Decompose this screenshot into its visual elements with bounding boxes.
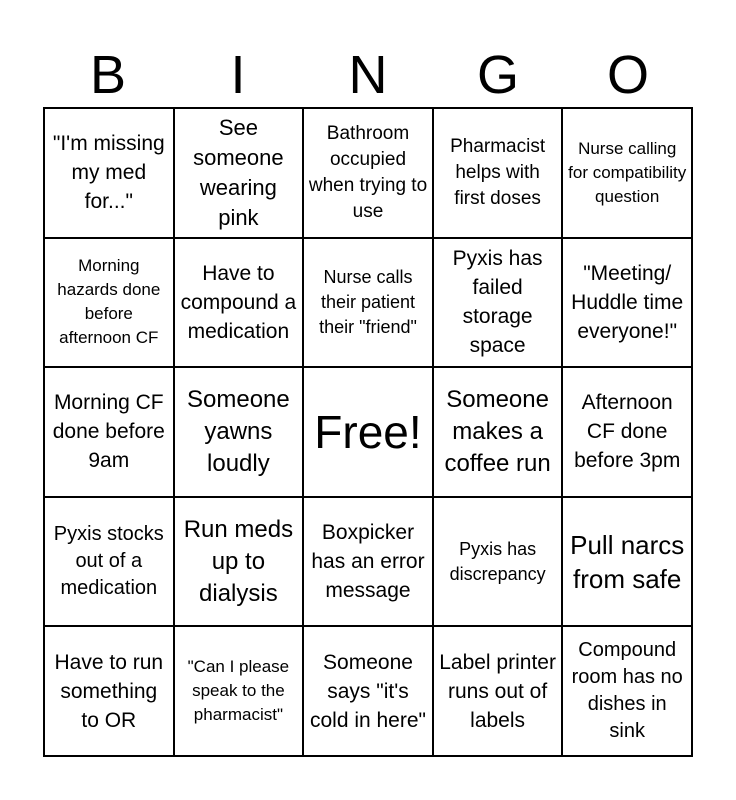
bingo-cell[interactable] bbox=[563, 109, 693, 239]
cell-text: Pyxis stocks out of a medication bbox=[53, 523, 164, 600]
cell-text: Morning hazards done before afternoon CF bbox=[57, 256, 161, 348]
cell-text: Nurse calling for compatibility question bbox=[568, 138, 687, 206]
bingo-cell[interactable] bbox=[175, 498, 305, 628]
cell-text: Boxpicker has an error message bbox=[311, 521, 425, 603]
bingo-cell[interactable] bbox=[45, 498, 175, 628]
cell-text: Run meds up to dialysis bbox=[183, 515, 294, 607]
bingo-cell[interactable] bbox=[175, 627, 305, 757]
cell-text: Someone makes a coffee run bbox=[444, 385, 551, 477]
bingo-cell[interactable] bbox=[434, 368, 564, 498]
cell-text: Label printer runs out of labels bbox=[439, 650, 556, 732]
bingo-cell[interactable] bbox=[434, 109, 564, 239]
bingo-header bbox=[43, 44, 693, 106]
bingo-cell[interactable] bbox=[563, 627, 693, 757]
cell-text: Someone yawns loudly bbox=[187, 385, 290, 477]
cell-text: Compound room has no dishes in sink bbox=[571, 639, 683, 743]
bingo-cell[interactable] bbox=[45, 109, 175, 239]
cell-text: Pyxis has failed storage space bbox=[452, 247, 543, 358]
bingo-board bbox=[43, 107, 693, 757]
header-letter-o: O bbox=[606, 45, 649, 105]
cell-text: Pharmacist helps with first doses bbox=[450, 135, 546, 209]
bingo-cell[interactable] bbox=[563, 368, 693, 498]
bingo-cell[interactable] bbox=[175, 239, 305, 369]
cell-text: Afternoon CF done before 3pm bbox=[574, 391, 681, 473]
bingo-cell[interactable] bbox=[434, 239, 564, 369]
cell-text: "I'm missing my med for..." bbox=[52, 132, 165, 214]
cell-text: See someone wearing pink bbox=[193, 114, 284, 230]
bingo-cell[interactable] bbox=[304, 498, 434, 628]
cell-text: "Can I please speak to the pharmacist" bbox=[187, 657, 290, 725]
cell-text: Have to run something to OR bbox=[54, 650, 164, 732]
cell-text: Bathroom occupied when trying to use bbox=[308, 122, 428, 222]
bingo-cell[interactable] bbox=[304, 627, 434, 757]
cell-text: Pyxis has discrepancy bbox=[449, 538, 546, 584]
cell-text: Morning CF done before 9am bbox=[52, 391, 165, 473]
cell-text: Pull narcs from safe bbox=[570, 529, 685, 594]
bingo-cell[interactable] bbox=[175, 109, 305, 239]
cell-text: Free! bbox=[314, 405, 422, 458]
cell-text: Have to compound a medication bbox=[180, 261, 297, 343]
bingo-cell[interactable] bbox=[434, 627, 564, 757]
cell-text: Nurse calls their patient their "friend" bbox=[319, 266, 417, 337]
bingo-cell[interactable] bbox=[304, 239, 434, 369]
header-letter-n: N bbox=[348, 45, 388, 105]
bingo-cell[interactable] bbox=[45, 627, 175, 757]
bingo-cell[interactable] bbox=[434, 498, 564, 628]
cell-text: "Meeting/ Huddle time everyone!" bbox=[571, 261, 684, 343]
bingo-cell[interactable] bbox=[563, 498, 693, 628]
bingo-cell[interactable] bbox=[45, 368, 175, 498]
bingo-cell[interactable] bbox=[304, 109, 434, 239]
bingo-cell[interactable] bbox=[563, 239, 693, 369]
header-letter-i: I bbox=[230, 45, 246, 105]
bingo-cell[interactable] bbox=[45, 239, 175, 369]
cell-text: Someone says "it's cold in here" bbox=[309, 650, 426, 732]
free-space[interactable] bbox=[304, 368, 434, 498]
header-letter-g: G bbox=[476, 45, 519, 105]
header-letter-b: B bbox=[89, 45, 127, 105]
bingo-cell[interactable] bbox=[175, 368, 305, 498]
